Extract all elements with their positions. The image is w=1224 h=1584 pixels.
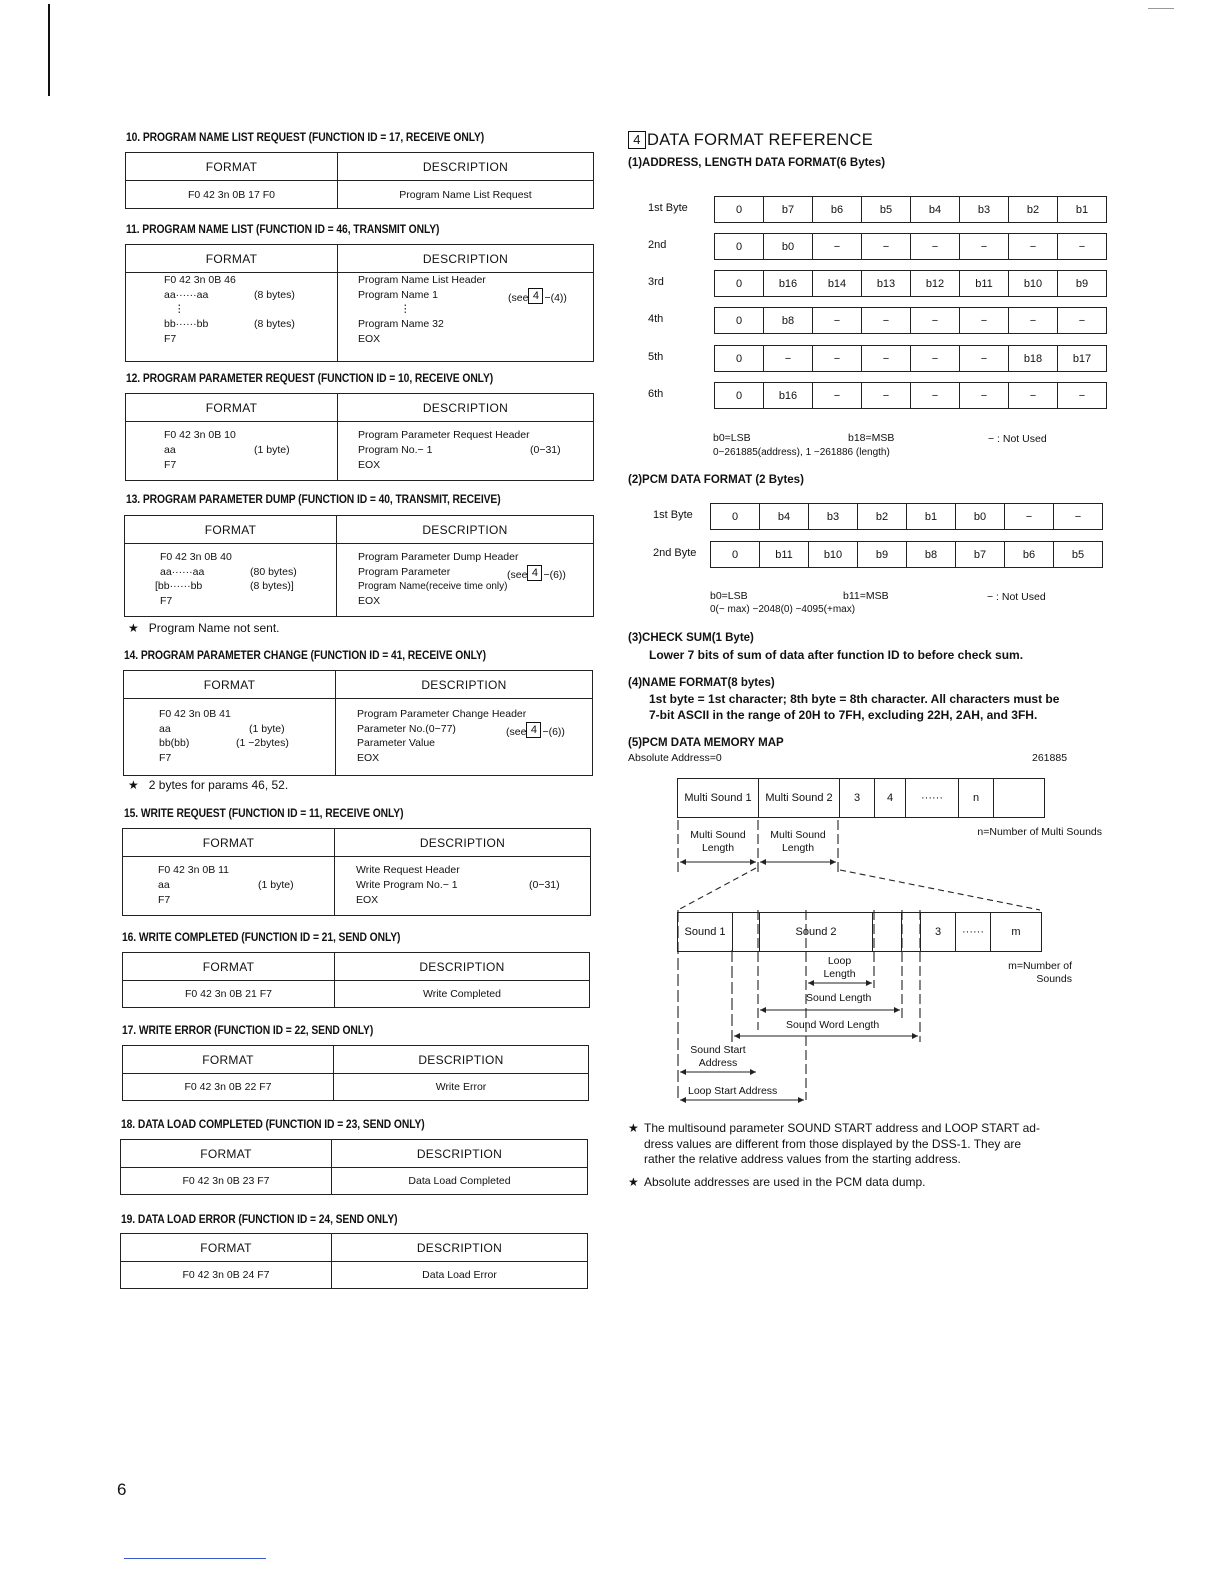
address-byte-row (714, 270, 1107, 297)
format-header: FORMAT (121, 1234, 332, 1262)
format-header: FORMAT (123, 829, 335, 857)
format-ellipsis: ⋮ (174, 303, 185, 315)
bit-cell: 0 (735, 203, 743, 216)
bit-cell: − (1008, 234, 1057, 259)
bit-cell: 0 (735, 277, 743, 290)
bit-cell: − (1057, 234, 1106, 259)
description-line: Program No.− 1 (358, 444, 433, 456)
bit-cell: b10 (808, 542, 857, 567)
multisound-note: ★ The multisound parameter SOUND START address and LOOP START ad- dress values are different from those displayed by the DSS-1. They are rather the relative address values from the starting address. (628, 1121, 1040, 1166)
section-number-box: 4 (628, 131, 646, 149)
bit-cell: − (1004, 504, 1053, 529)
bit-cell: − (861, 308, 910, 333)
format-header: FORMAT (124, 671, 336, 699)
format-line: aa······aa (160, 566, 205, 578)
description-line: EOX (358, 333, 381, 345)
section-12-title: 12. PROGRAM PARAMETER REQUEST (FUNCTION ID = 10, RECEIVE ONLY) (126, 371, 494, 385)
address-byte-row (714, 196, 1107, 223)
format-line: F7 (160, 595, 173, 607)
format-header: FORMAT (123, 1046, 334, 1074)
description-line: Parameter No.(0−77) (357, 723, 456, 735)
bit-cell: b11 (959, 271, 1008, 296)
format-line: aa (158, 879, 170, 891)
bit-cell: b18 (1008, 346, 1057, 371)
description-header: DESCRIPTION (337, 516, 594, 544)
multisound-length-2: Multi Sound Length (770, 829, 826, 854)
star-icon: ★ (128, 778, 139, 792)
bit-cell: − (910, 308, 959, 333)
absolute-address-start: Absolute Address=0 (628, 752, 722, 764)
section-18-title: 18. DATA LOAD COMPLETED (FUNCTION ID = 23, SEND ONLY) (121, 1117, 425, 1131)
address-byte-row (714, 382, 1107, 409)
mm-cell-m: m (990, 913, 1041, 951)
format-header: FORMAT (126, 153, 338, 181)
description-line: EOX (358, 459, 381, 471)
section-14-title: 14. PROGRAM PARAMETER CHANGE (FUNCTION ID = 41, RECEIVE ONLY) (124, 648, 487, 662)
address-byte-row (714, 233, 1107, 260)
mm-cell-multisound-1: Multi Sound 1 (684, 792, 752, 804)
bit-cell: 0 (735, 314, 743, 327)
format-bytes: (80 bytes) (250, 566, 297, 578)
bit-cell: b16 (763, 271, 812, 296)
section-19-title: 19. DATA LOAD ERROR (FUNCTION ID = 24, SEND ONLY) (121, 1212, 398, 1226)
description-line: Program Name(receive time only) (358, 581, 508, 592)
format-line: F0 42 3n 0B 10 (164, 429, 236, 441)
bit-cell: − (812, 308, 861, 333)
see-reference: (see 4 −(6)) (507, 567, 566, 581)
bit-cell: b3 (959, 197, 1008, 222)
format-header: FORMAT (121, 1140, 332, 1168)
absolute-address-end: 261885 (1032, 752, 1068, 764)
address-byte-row (714, 307, 1107, 334)
description-line: Program Parameter (358, 566, 451, 578)
bit-cell: b9 (1057, 271, 1106, 296)
absolute-address-note: ★ Absolute addresses are used in the PCM data dump. (628, 1175, 926, 1189)
format-header: FORMAT (126, 394, 338, 422)
format-line: aa (159, 723, 171, 735)
format-line: F0 42 3n 0B 46 (164, 274, 236, 286)
description-cell: Write Completed (335, 981, 590, 1008)
description-header: DESCRIPTION (338, 153, 594, 181)
bit-cell: 0 (735, 389, 743, 402)
checksum-text: Lower 7 bits of sum of data after function ID to before check sum. (649, 648, 1024, 662)
section-17-title: 17. WRITE ERROR (FUNCTION ID = 22, SEND ONLY) (122, 1023, 374, 1037)
byte-label: 2nd (648, 239, 667, 251)
mm-cell-3: 3 (839, 779, 874, 817)
address-lsb: b0=LSB (713, 432, 751, 444)
format-line: F7 (164, 459, 177, 471)
address-format-title: (1)ADDRESS, LENGTH DATA FORMAT(6 Bytes) (628, 157, 886, 169)
description-ellipsis: ⋮ (400, 303, 411, 315)
byte-label: 1st Byte (648, 202, 688, 214)
bit-cell: − (1053, 504, 1102, 529)
address-not-used: − : Not Used (988, 433, 1047, 445)
format-line: F7 (164, 333, 177, 345)
bit-cell: − (812, 346, 861, 371)
format-bytes: (1 −2bytes) (236, 737, 289, 749)
bit-cell: b1 (906, 504, 955, 529)
sound-word-length-label: Sound Word Length (786, 1019, 880, 1031)
description-header: DESCRIPTION (332, 1234, 588, 1262)
bit-cell: b7 (763, 197, 812, 222)
bit-cell: b8 (763, 308, 812, 333)
bit-cell: b6 (812, 197, 861, 222)
description-line: Program Parameter Change Header (357, 708, 527, 720)
range: (0−31) (529, 879, 560, 891)
multisound-length-1: Multi Sound Length (690, 829, 746, 854)
bit-cell: b11 (759, 542, 808, 567)
bit-cell: − (910, 383, 959, 408)
bit-cell: − (812, 383, 861, 408)
description-header: DESCRIPTION (335, 953, 590, 981)
corner-rule (1148, 8, 1174, 9)
address-range: 0−261885(address), 1 −261886 (length) (713, 447, 890, 458)
bit-cell: − (1008, 383, 1057, 408)
bit-cell: − (910, 346, 959, 371)
bit-cell: b12 (910, 271, 959, 296)
format-line: [bb······bb (155, 580, 203, 592)
bit-cell: − (812, 234, 861, 259)
bit-cell: b4 (759, 504, 808, 529)
description-line: Program Parameter Dump Header (358, 551, 519, 563)
see-reference: (see 4 −(4)) (508, 290, 567, 304)
format-cell: F0 42 3n 0B 22 F7 (123, 1074, 334, 1101)
bit-cell: b8 (906, 542, 955, 567)
name-format-text-2: 7-bit ASCII in the range of 20H to 7FH, excluding 22H, 2AH, and 3FH. (649, 708, 1038, 722)
format-cell: F0 42 3n 0B 23 F7 (121, 1168, 332, 1195)
section-13-note: ★ Program Name not sent. (128, 621, 280, 635)
byte-label: 1st Byte (653, 509, 693, 521)
mm-cell-ellipsis: ······ (955, 913, 990, 951)
bit-cell: − (959, 346, 1008, 371)
range: (0−31) (530, 444, 561, 456)
section-17-table (122, 1045, 589, 1101)
byte-label: 2nd Byte (653, 547, 697, 559)
pcm-range: 0(− max) −2048(0) −4095(+max) (710, 604, 856, 615)
section-13-title: 13. PROGRAM PARAMETER DUMP (FUNCTION ID = 40, TRANSMIT, RECEIVE) (126, 492, 501, 506)
bit-cell: b2 (1008, 197, 1057, 222)
bit-cell: − (959, 234, 1008, 259)
description-line: Program Name List Header (358, 274, 486, 286)
bit-cell: − (959, 308, 1008, 333)
bit-cell: − (1057, 383, 1106, 408)
description-line: Write Program No.− 1 (356, 879, 458, 891)
format-header: FORMAT (125, 516, 337, 544)
bit-cell: b0 (955, 504, 1004, 529)
bit-cell: − (910, 234, 959, 259)
star-icon: ★ (628, 1175, 639, 1189)
sound-start-address-label: Sound Start Address (690, 1044, 746, 1069)
description-line: Write Request Header (356, 864, 460, 876)
byte-label: 3rd (648, 276, 664, 288)
memory-map-lines (600, 760, 1120, 1120)
description-cell: Data Load Completed (332, 1168, 588, 1195)
bit-cell: − (1008, 308, 1057, 333)
format-cell: F0 42 3n 0B 21 F7 (123, 981, 335, 1008)
pcm-byte-row (710, 541, 1103, 568)
mm-cell-3: 3 (920, 913, 955, 951)
format-bytes: (1 byte) (249, 723, 285, 735)
bit-cell: b14 (812, 271, 861, 296)
section-11-title: 11. PROGRAM NAME LIST (FUNCTION ID = 46, TRANSMIT ONLY) (126, 222, 440, 236)
bit-cell: − (861, 383, 910, 408)
pcm-msb: b11=MSB (843, 590, 889, 602)
bit-cell: b5 (1053, 542, 1102, 567)
description-line: EOX (357, 752, 380, 764)
star-icon: ★ (128, 621, 139, 635)
loop-start-address-label: Loop Start Address (688, 1085, 778, 1097)
description-header: DESCRIPTION (335, 829, 591, 857)
pcm-format-title: (2)PCM DATA FORMAT (2 Bytes) (628, 474, 804, 486)
bit-cell: b17 (1057, 346, 1106, 371)
address-msb: b18=MSB (848, 432, 895, 444)
bit-cell: − (861, 346, 910, 371)
description-cell: Data Load Error (332, 1262, 588, 1289)
format-cell: F0 42 3n 0B 24 F7 (121, 1262, 332, 1289)
description-line: Program Name 32 (358, 318, 444, 330)
mm-cell-n: n (958, 779, 993, 817)
description-line: Parameter Value (357, 737, 436, 749)
bit-cell: − (959, 383, 1008, 408)
format-bytes: (1 byte) (254, 444, 290, 456)
section-15-table (122, 828, 591, 916)
format-line: F7 (159, 752, 172, 764)
format-line: bb······bb (164, 318, 209, 330)
format-bytes: (8 bytes) (254, 318, 295, 330)
byte-label: 5th (648, 351, 664, 363)
name-format-text-1: 1st byte = 1st character; 8th byte = 8th character. All characters must be (649, 692, 1060, 706)
description-header: DESCRIPTION (338, 245, 594, 273)
description-header: DESCRIPTION (336, 671, 593, 699)
bit-cell: b9 (857, 542, 906, 567)
margin-line (48, 4, 50, 96)
reference-heading: 4 DATA FORMAT REFERENCE (628, 131, 873, 150)
bit-cell: b2 (857, 504, 906, 529)
mm-cell-ellipsis: ······ (905, 779, 958, 817)
bit-cell: b0 (763, 234, 812, 259)
description-line: Program Name 1 (358, 289, 438, 301)
format-bytes: (8 bytes)] (250, 580, 294, 592)
format-line: F0 42 3n 0B 11 (158, 864, 230, 876)
section-13-table (124, 515, 594, 617)
pcm-byte-row (710, 503, 1103, 530)
description-line: Program Parameter Request Header (358, 429, 530, 441)
format-header: FORMAT (126, 245, 338, 273)
name-format-title: (4)NAME FORMAT(8 bytes) (628, 677, 775, 689)
bit-cell: 0 (731, 510, 739, 523)
section-10-title: 10. PROGRAM NAME LIST REQUEST (FUNCTION ID = 17, RECEIVE ONLY) (126, 130, 485, 144)
format-header: FORMAT (123, 953, 335, 981)
bit-cell: b16 (763, 383, 812, 408)
bit-cell: − (1057, 308, 1106, 333)
sound-length-label: Sound Length (806, 992, 872, 1004)
bit-cell: b6 (1004, 542, 1053, 567)
pcm-lsb: b0=LSB (710, 590, 748, 602)
n-note: n=Number of Multi Sounds (977, 826, 1102, 838)
format-line: F0 42 3n 0B 41 (159, 708, 231, 720)
section-19-table (120, 1233, 588, 1289)
description-header: DESCRIPTION (338, 394, 594, 422)
section-12-table (125, 393, 594, 481)
memory-map-title: (5)PCM DATA MEMORY MAP (628, 737, 784, 749)
section-16-table (122, 952, 590, 1008)
description-line: EOX (358, 595, 381, 607)
star-icon: ★ (628, 1121, 639, 1135)
format-line: F7 (158, 894, 171, 906)
section-15-title: 15. WRITE REQUEST (FUNCTION ID = 11, RECEIVE ONLY) (124, 806, 404, 820)
bit-cell: b1 (1057, 197, 1106, 222)
mm-cell-4: 4 (874, 779, 905, 817)
byte-label: 4th (648, 313, 664, 325)
section-14-note: ★ 2 bytes for params 46, 52. (128, 778, 289, 792)
checksum-title: (3)CHECK SUM(1 Byte) (628, 632, 754, 644)
bottom-rule (124, 1558, 266, 1559)
bit-cell: b7 (955, 542, 1004, 567)
bit-cell: 0 (735, 240, 743, 253)
bit-cell: b3 (808, 504, 857, 529)
description-header: DESCRIPTION (332, 1140, 588, 1168)
mm-cell-sound-1: Sound 1 (684, 926, 726, 938)
format-line: bb(bb) (159, 737, 190, 749)
see-reference: (see 4 −(6)) (506, 724, 565, 738)
format-line: aa······aa (164, 289, 209, 301)
section-10-table (125, 152, 594, 209)
section-16-title: 16. WRITE COMPLETED (FUNCTION ID = 21, SEND ONLY) (122, 930, 401, 944)
byte-label: 6th (648, 388, 664, 400)
bit-cell: b13 (861, 271, 910, 296)
bit-cell: b5 (861, 197, 910, 222)
page-number: 6 (117, 1480, 127, 1499)
format-bytes: (1 byte) (258, 879, 294, 891)
bit-cell: − (861, 234, 910, 259)
format-line: F0 42 3n 0B 40 (160, 551, 232, 563)
section-18-table (120, 1139, 588, 1195)
pcm-not-used: − : Not Used (987, 591, 1046, 603)
bit-cell: − (763, 346, 812, 371)
m-note: m=Number of Sounds (1008, 960, 1072, 985)
description-line: EOX (356, 894, 379, 906)
mm-cell-sound-2: Sound 2 (759, 913, 872, 951)
mm-cell-multisound-2: Multi Sound 2 (758, 779, 839, 817)
bit-cell: b4 (910, 197, 959, 222)
description-cell: Write Error (334, 1074, 589, 1101)
format-bytes: (8 bytes) (254, 289, 295, 301)
address-byte-row (714, 345, 1107, 372)
bit-cell: b10 (1008, 271, 1057, 296)
format-cell: F0 42 3n 0B 17 F0 (126, 181, 338, 209)
description-cell: Program Name List Request (338, 181, 594, 209)
format-line: aa (164, 444, 176, 456)
loop-length-label: Loop Length (823, 955, 856, 980)
description-header: DESCRIPTION (334, 1046, 589, 1074)
section-11-table (125, 244, 594, 362)
section-14-table (123, 670, 593, 776)
bit-cell: 0 (735, 352, 743, 365)
bit-cell: 0 (731, 548, 739, 561)
